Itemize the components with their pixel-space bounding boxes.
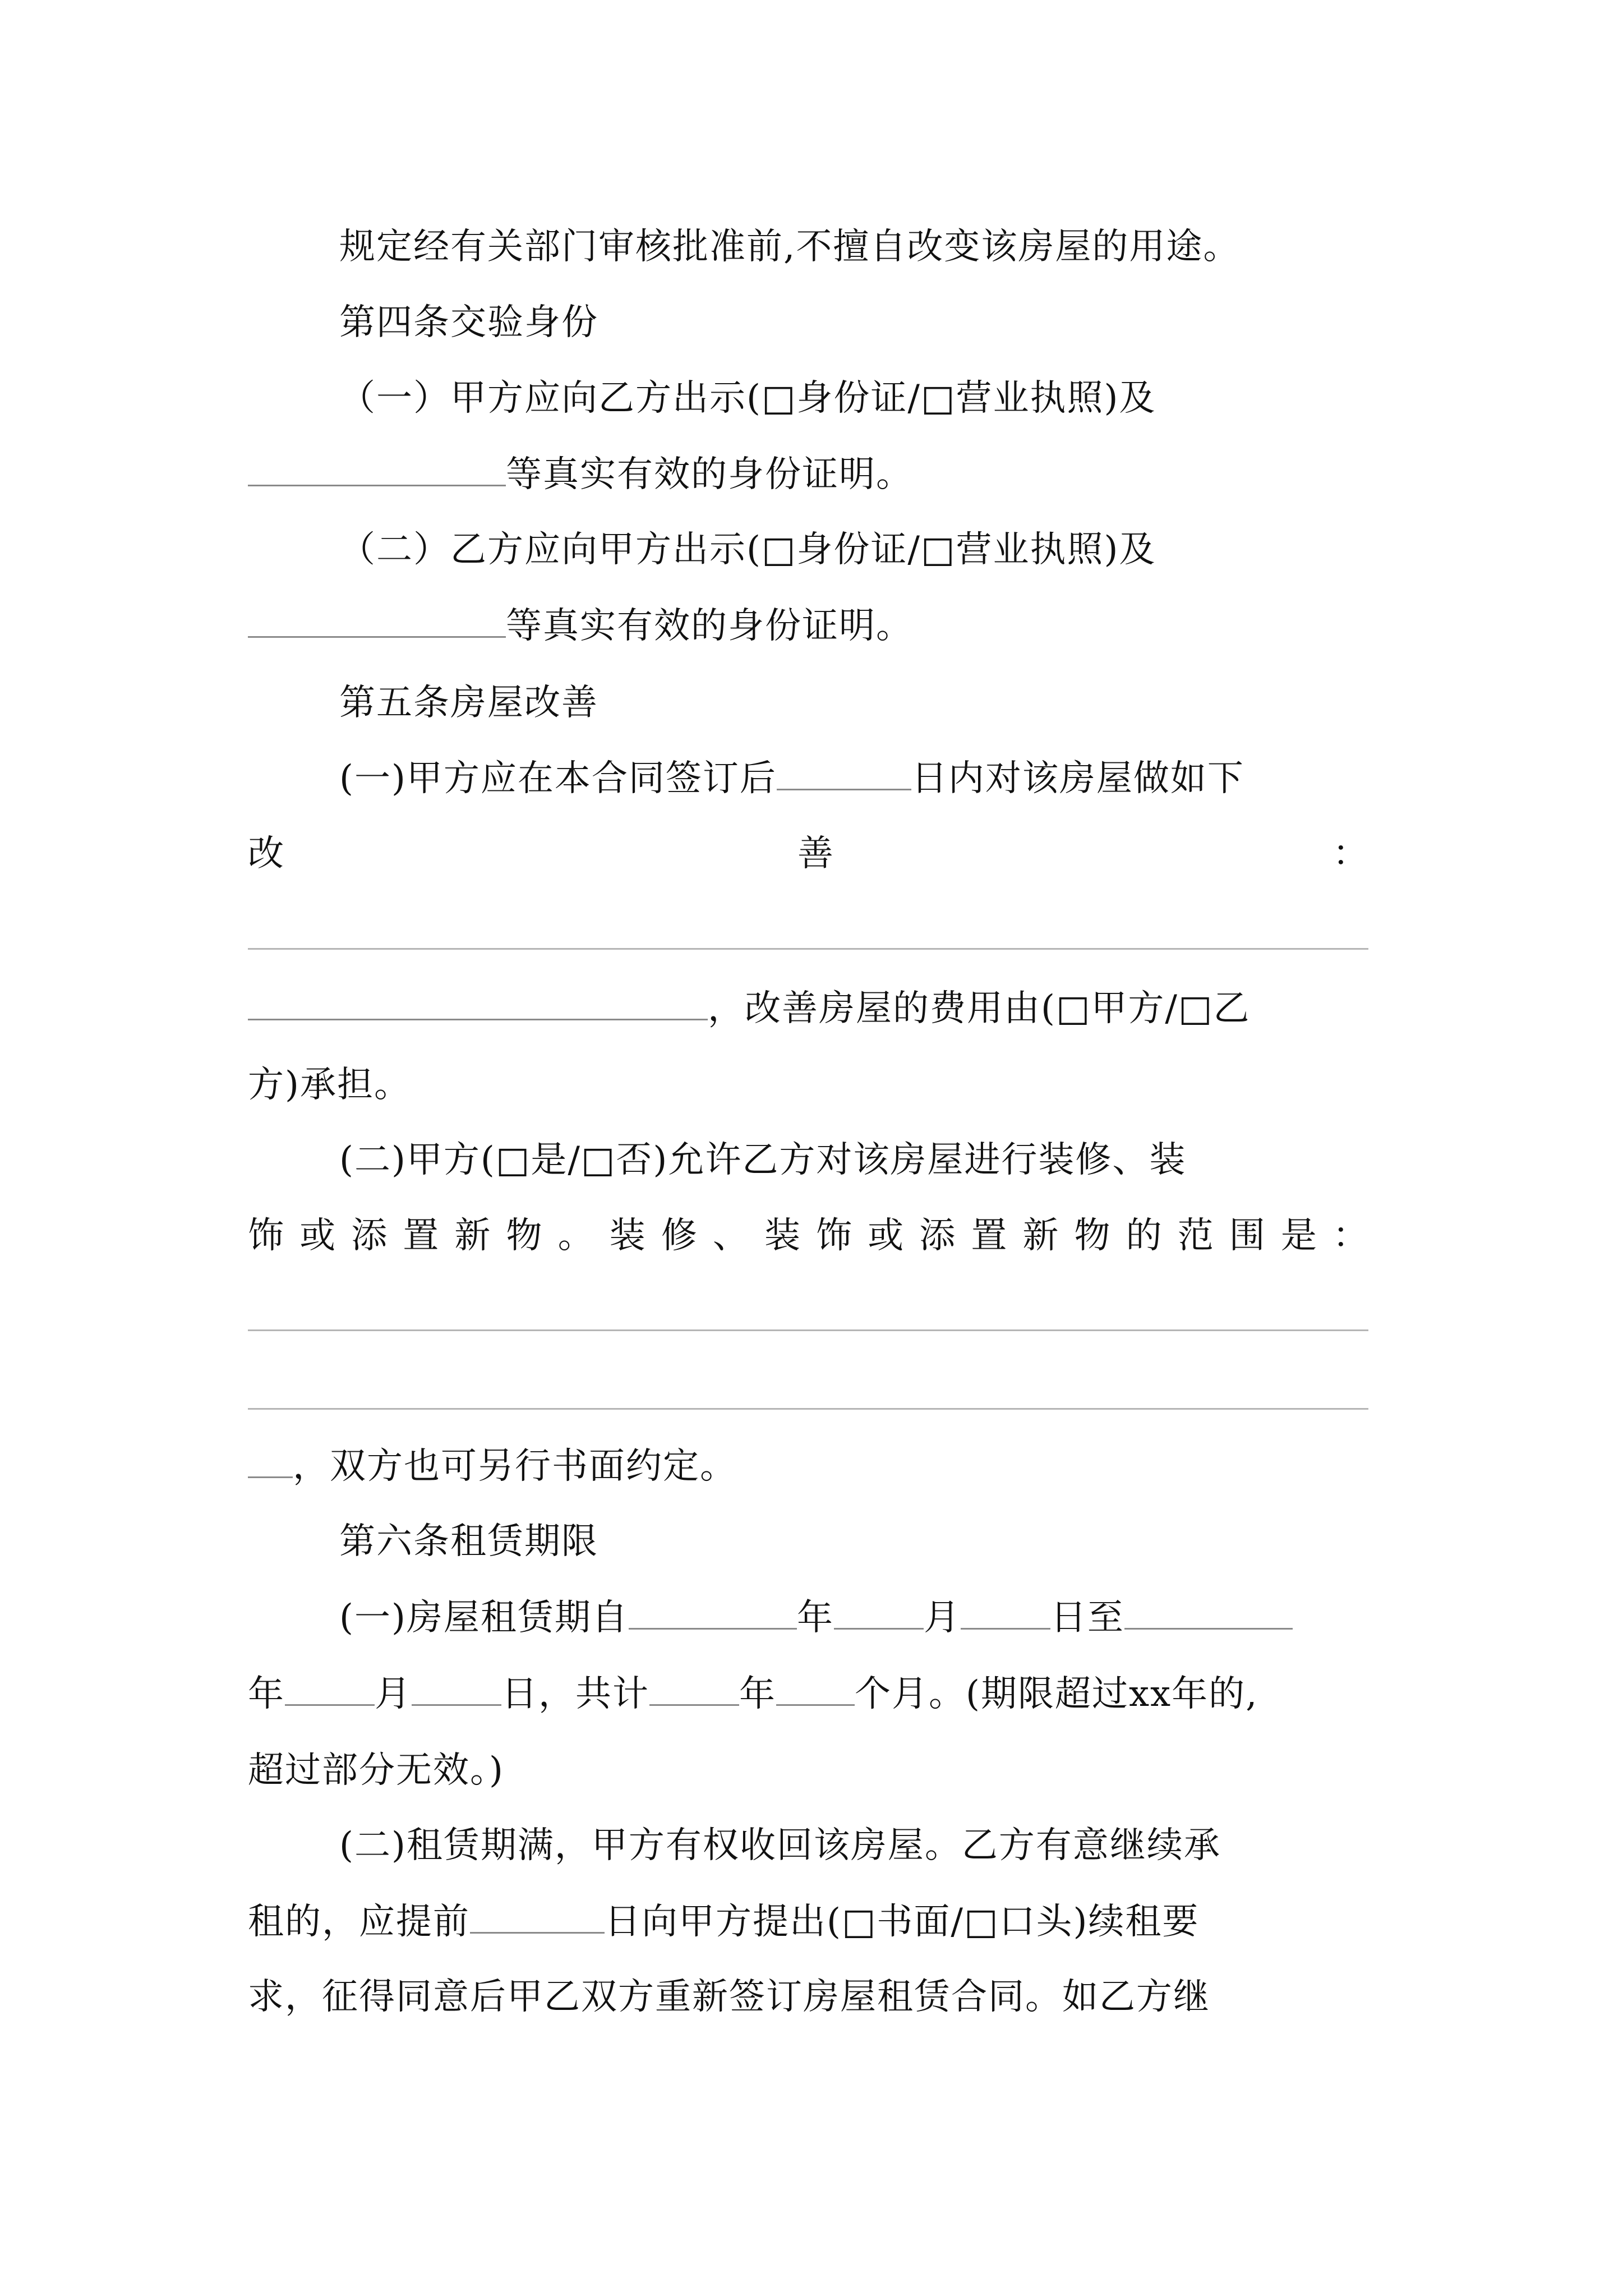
text: 日至: [1050, 1597, 1124, 1639]
blank-line: [248, 1408, 1368, 1410]
text: 租的，应提前: [248, 1901, 470, 1943]
text: 等真实有效的身份证明。: [506, 454, 913, 495]
text: 日内对该房屋做如下: [911, 758, 1244, 799]
text: 月: [923, 1597, 961, 1639]
blank-line: [776, 1669, 855, 1706]
article-5-clause-2-cont: 饰或添置新物。装修、装饰或添置新物的范围是：: [248, 1215, 1370, 1257]
article-6-clause-2-cont2: 求，征得同意后甲乙双方重新签订房屋租赁合同。如乙方继: [248, 1976, 1210, 2018]
article-5-clause-1-spread: [248, 827, 1370, 881]
article-6-clause-2: (二)租赁期满，甲方有权收回该房屋。乙方有意继续承: [339, 1825, 1221, 1866]
text: 年: [796, 1597, 834, 1639]
text: ，改善房屋的费用由(□甲方/□乙: [708, 988, 1251, 1029]
article-5-clause-2-end: [248, 1439, 737, 1493]
text: 月: [375, 1673, 412, 1715]
article-4-clause-2: （二）乙方应向甲方出示(□身份证/□营业执照)及: [339, 529, 1156, 570]
text: 善: [797, 833, 834, 875]
article-4-heading: 第四条交验身份: [339, 302, 598, 343]
text: 等真实有效的身份证明。: [506, 605, 913, 647]
article-5-clause-1-cost: [248, 982, 1250, 1036]
blank-line: [412, 1669, 501, 1706]
blank-line: [285, 1669, 375, 1706]
article-6-heading: 第六条租赁期限: [339, 1521, 598, 1562]
text: (一)房屋租赁期自: [339, 1597, 629, 1639]
article-5-clause-1-end: 方)承担。: [248, 1064, 411, 1106]
article-6-clause-1-cont: [248, 1667, 1258, 1721]
article-5-clause-2: (二)甲方(□是/□否)允许乙方对该房屋进行装修、装: [339, 1139, 1187, 1181]
text: 个月。(期限超过xx年的,: [855, 1673, 1258, 1715]
article-6-clause-1: [339, 1591, 1293, 1645]
article-6-clause-1-end: 超过部分无效。): [248, 1750, 504, 1791]
blank-line: [470, 1897, 605, 1934]
blank-line: [834, 1593, 924, 1630]
blank-line: [248, 1329, 1368, 1331]
blank-line: [248, 1442, 293, 1478]
blank-line: [961, 1593, 1050, 1630]
article-4-clause-2-cont: [248, 599, 913, 653]
article-4-clause-1: （一）甲方应向乙方出示(□身份证/□营业执照)及: [339, 378, 1156, 419]
blank-line: [248, 984, 708, 1020]
blank-line: [629, 1593, 797, 1630]
article-4-clause-1-cont: [248, 448, 913, 501]
article-5-clause-1: [339, 752, 1244, 806]
text: ，双方也可另行书面约定。: [293, 1446, 737, 1487]
blank-line: [248, 601, 506, 638]
blank-line: [1124, 1593, 1293, 1630]
text: 年: [739, 1673, 776, 1715]
text: (一)甲方应在本合同签订后: [339, 758, 777, 799]
text: 年: [248, 1673, 285, 1715]
text: ：: [1332, 833, 1370, 875]
text: 改: [248, 833, 285, 875]
blank-line: [777, 754, 911, 790]
article-6-clause-2-cont: [248, 1895, 1199, 1949]
text: 日向甲方提出(□书面/□口头)续租要: [605, 1901, 1200, 1943]
blank-line: [649, 1669, 739, 1706]
text: 日，共计: [501, 1673, 649, 1715]
blank-line: [248, 948, 1368, 950]
text-line: 规定经有关部门审核批准前,不擅自改变该房屋的用途。: [339, 226, 1241, 268]
article-5-heading: 第五条房屋改善: [339, 682, 598, 724]
blank-line: [248, 450, 506, 486]
